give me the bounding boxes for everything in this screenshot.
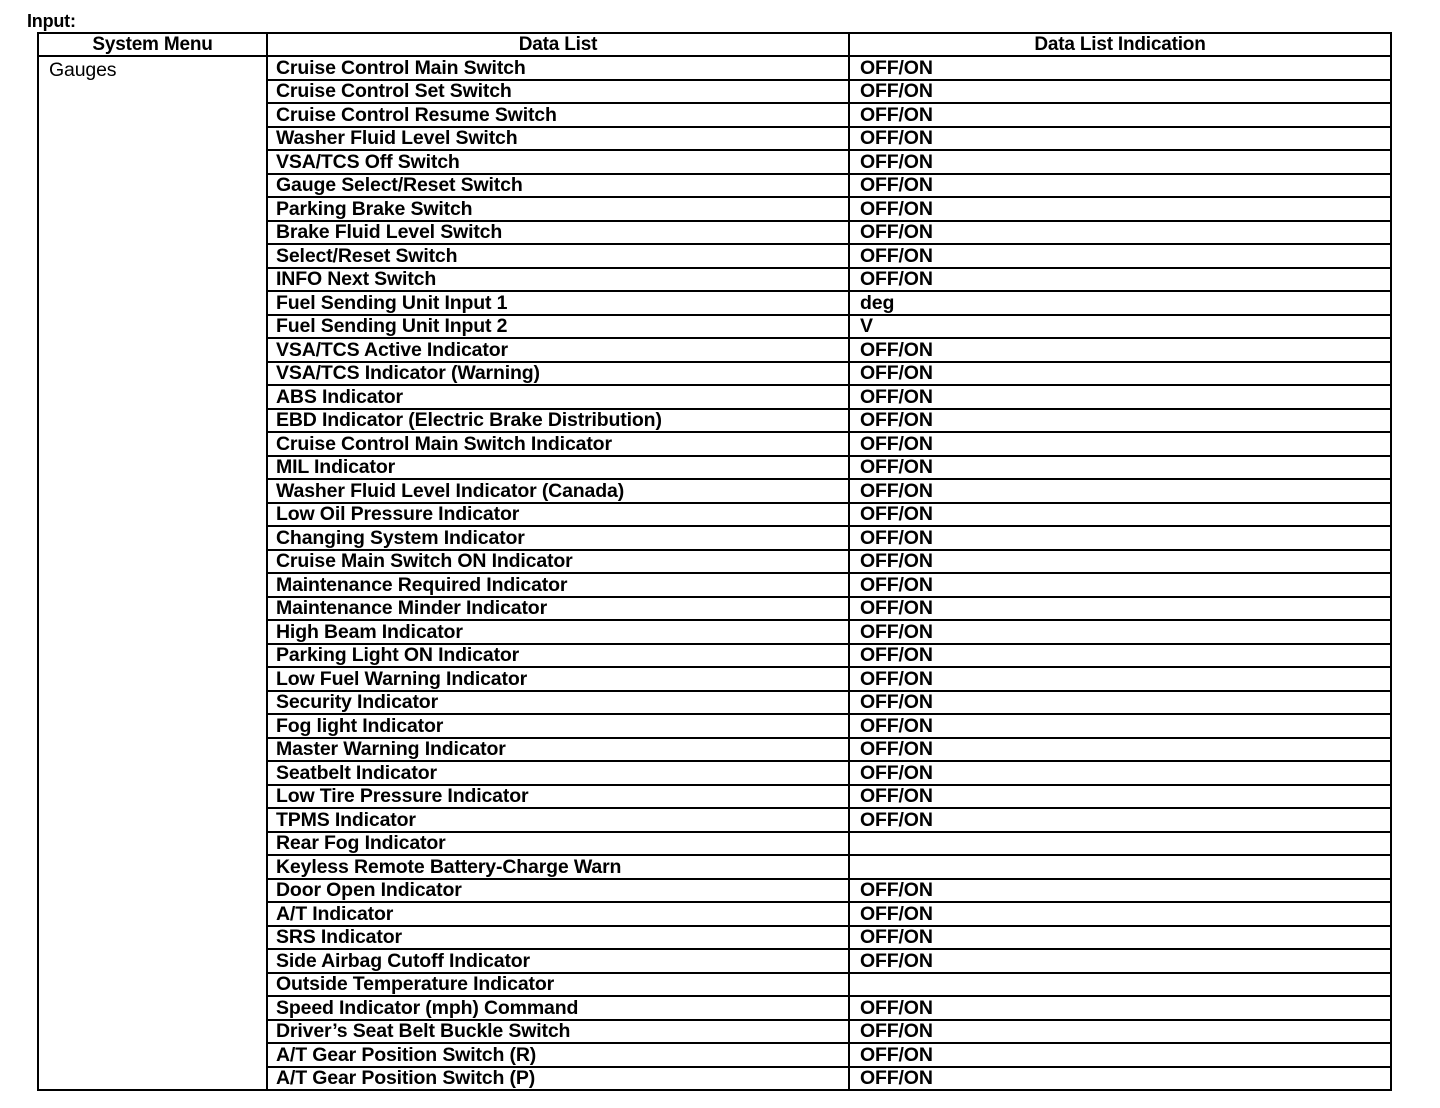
data-list-indication: OFF/ON xyxy=(849,526,1391,550)
data-list-item: Fuel Sending Unit Input 1 xyxy=(267,291,849,315)
data-list-indication: OFF/ON xyxy=(849,268,1391,292)
data-list-indication: OFF/ON xyxy=(849,127,1391,151)
data-list-indication: deg xyxy=(849,291,1391,315)
data-list-item: A/T Gear Position Switch (P) xyxy=(267,1067,849,1091)
data-list-item: Fuel Sending Unit Input 2 xyxy=(267,315,849,339)
data-list-item: Security Indicator xyxy=(267,691,849,715)
data-list-indication: OFF/ON xyxy=(849,80,1391,104)
data-list-item: A/T Gear Position Switch (R) xyxy=(267,1043,849,1067)
data-list-indication: OFF/ON xyxy=(849,503,1391,527)
data-list-item: Low Tire Pressure Indicator xyxy=(267,785,849,809)
data-list-indication: OFF/ON xyxy=(849,902,1391,926)
table-body xyxy=(38,56,1391,1090)
data-list-item: VSA/TCS Off Switch xyxy=(267,150,849,174)
data-list-indication: OFF/ON xyxy=(849,385,1391,409)
data-list-indication: OFF/ON xyxy=(849,338,1391,362)
data-list-indication: OFF/ON xyxy=(849,479,1391,503)
data-list-indication: OFF/ON xyxy=(849,667,1391,691)
data-list-item: MIL Indicator xyxy=(267,456,849,480)
data-list-indication: V xyxy=(849,315,1391,339)
data-list-indication: OFF/ON xyxy=(849,103,1391,127)
data-list-item: Gauge Select/Reset Switch xyxy=(267,174,849,198)
data-list-indication: OFF/ON xyxy=(849,949,1391,973)
section-label: Input: xyxy=(27,11,76,31)
data-list-item: Cruise Control Main Switch xyxy=(267,56,849,80)
data-list-item: Cruise Control Resume Switch xyxy=(267,103,849,127)
data-list-item: Cruise Control Set Switch xyxy=(267,80,849,104)
data-list-item: Washer Fluid Level Switch xyxy=(267,127,849,151)
header-system-menu: System Menu xyxy=(38,33,267,56)
data-list-item: EBD Indicator (Electric Brake Distribution) xyxy=(267,409,849,433)
data-list-indication: OFF/ON xyxy=(849,244,1391,268)
data-list-table xyxy=(37,32,1392,1091)
data-list-item: Outside Temperature Indicator xyxy=(267,973,849,997)
data-list-item: Low Oil Pressure Indicator xyxy=(267,503,849,527)
data-list-item: Washer Fluid Level Indicator (Canada) xyxy=(267,479,849,503)
data-list-indication: OFF/ON xyxy=(849,691,1391,715)
data-list-indication: OFF/ON xyxy=(849,550,1391,574)
data-list-item: Maintenance Required Indicator xyxy=(267,573,849,597)
data-list-indication: OFF/ON xyxy=(849,996,1391,1020)
data-list-item: Parking Brake Switch xyxy=(267,197,849,221)
data-list-indication: OFF/ON xyxy=(849,409,1391,433)
data-list-indication: OFF/ON xyxy=(849,56,1391,80)
data-list-indication: OFF/ON xyxy=(849,1020,1391,1044)
data-list-indication: OFF/ON xyxy=(849,1067,1391,1091)
data-list-item: Brake Fluid Level Switch xyxy=(267,221,849,245)
data-list-indication: OFF/ON xyxy=(849,197,1391,221)
data-list-indication: OFF/ON xyxy=(849,573,1391,597)
header-data-list: Data List xyxy=(267,33,849,56)
data-list-item: Changing System Indicator xyxy=(267,526,849,550)
data-list-item: Rear Fog Indicator xyxy=(267,832,849,856)
data-list-indication: OFF/ON xyxy=(849,879,1391,903)
data-list-indication: OFF/ON xyxy=(849,432,1391,456)
data-list-item: Door Open Indicator xyxy=(267,879,849,903)
header-row xyxy=(38,33,1391,56)
data-list-indication: OFF/ON xyxy=(849,620,1391,644)
data-list-indication: OFF/ON xyxy=(849,1043,1391,1067)
header-data-list-indication: Data List Indication xyxy=(849,33,1391,56)
data-list-indication: OFF/ON xyxy=(849,738,1391,762)
data-list-item: TPMS Indicator xyxy=(267,808,849,832)
data-list-item: SRS Indicator xyxy=(267,926,849,950)
data-list-indication: OFF/ON xyxy=(849,926,1391,950)
data-list-item: Cruise Control Main Switch Indicator xyxy=(267,432,849,456)
data-list-indication: OFF/ON xyxy=(849,150,1391,174)
data-list-indication: OFF/ON xyxy=(849,808,1391,832)
system-menu-cell: Gauges xyxy=(38,56,267,1090)
data-list-indication: OFF/ON xyxy=(849,597,1391,621)
data-list-item: High Beam Indicator xyxy=(267,620,849,644)
data-list-indication: OFF/ON xyxy=(849,221,1391,245)
data-list-item: VSA/TCS Indicator (Warning) xyxy=(267,362,849,386)
data-list-indication: OFF/ON xyxy=(849,362,1391,386)
data-list-indication: OFF/ON xyxy=(849,456,1391,480)
data-list-item: VSA/TCS Active Indicator xyxy=(267,338,849,362)
table-row xyxy=(38,56,1391,80)
data-list-item: Fog light Indicator xyxy=(267,714,849,738)
data-list-indication xyxy=(849,973,1391,997)
data-list-item: Low Fuel Warning Indicator xyxy=(267,667,849,691)
data-list-item: Keyless Remote Battery-Charge Warn xyxy=(267,855,849,879)
data-list-indication xyxy=(849,832,1391,856)
data-list-item: Master Warning Indicator xyxy=(267,738,849,762)
data-list-item: Cruise Main Switch ON Indicator xyxy=(267,550,849,574)
data-list-indication: OFF/ON xyxy=(849,174,1391,198)
data-list-indication: OFF/ON xyxy=(849,714,1391,738)
data-list-item: Side Airbag Cutoff Indicator xyxy=(267,949,849,973)
data-list-indication: OFF/ON xyxy=(849,785,1391,809)
data-list-indication: OFF/ON xyxy=(849,644,1391,668)
data-list-indication xyxy=(849,855,1391,879)
data-list-item: INFO Next Switch xyxy=(267,268,849,292)
data-list-indication: OFF/ON xyxy=(849,761,1391,785)
data-list-item: Parking Light ON Indicator xyxy=(267,644,849,668)
data-list-item: ABS Indicator xyxy=(267,385,849,409)
data-list-item: Speed Indicator (mph) Command xyxy=(267,996,849,1020)
data-list-item: Maintenance Minder Indicator xyxy=(267,597,849,621)
data-list-item: A/T Indicator xyxy=(267,902,849,926)
data-list-item: Driver’s Seat Belt Buckle Switch xyxy=(267,1020,849,1044)
data-list-item: Seatbelt Indicator xyxy=(267,761,849,785)
data-list-item: Select/Reset Switch xyxy=(267,244,849,268)
